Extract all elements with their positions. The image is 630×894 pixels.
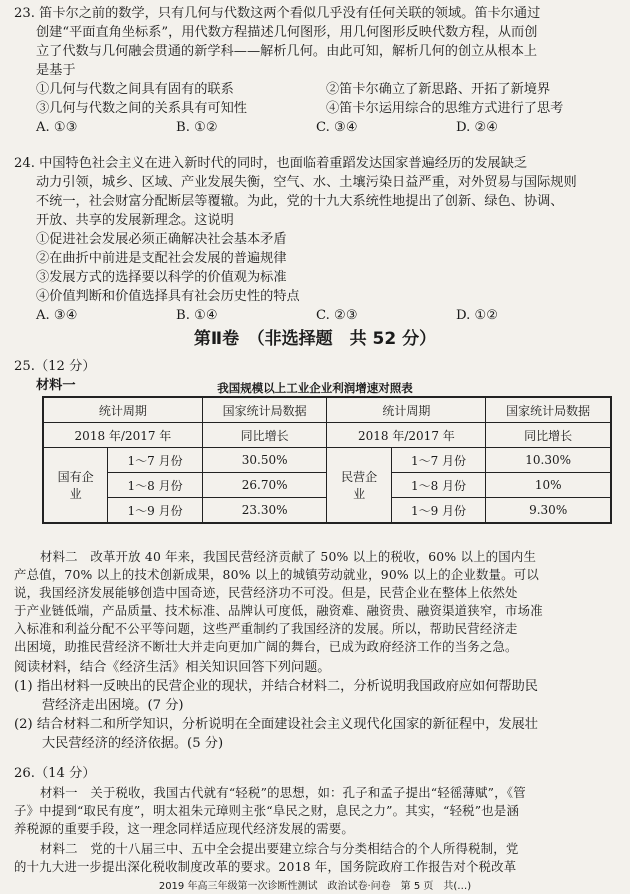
q24-option: ④价值判断和价值选择具有社会历史性的特点 [36, 289, 300, 304]
table-subheader: 2018 年/2017 年 [327, 423, 486, 448]
table-cell: 10% [486, 473, 611, 498]
q24-stem-line: 动力引领，城乡、区域、产业发展失衡，空气、水、土壤污染日益严重，对外贸易与国际规则 [36, 175, 577, 190]
q24-choice-d: D. ①② [456, 308, 499, 323]
q23-stem-line: 23. 笛卡尔之前的数学，只有几何与代数这两个看似几乎没有任何关联的领域。笛卡尔通过 [14, 6, 541, 21]
q25-header: 25.（12 分） [14, 359, 96, 374]
table-header: 国家统计局数据 [486, 397, 611, 423]
table-header: 统计周期 [43, 397, 202, 423]
q24-option: ③发展方式的选择要以科学的价值观为标准 [36, 270, 287, 285]
q25-material2 [14, 548, 620, 656]
q24-stem-line: 开放、共享的发展新理念。这说明 [36, 213, 234, 228]
page-footer: 2019 年高三年级第一次诊断性测试 政治试卷·问卷 第 5 页 共(…) [158, 881, 472, 892]
table-cell: 23.30% [202, 498, 327, 524]
q25-sub1-line: (1) 指出材料一反映出的民营企业的现状，并结合材料二，分析说明我国政府应如何帮助民 [14, 679, 538, 694]
material2-line: 入标准和利益分配不公平等问题，这些严重制约了我国经济的发展。所以，帮助民营经济走 [14, 621, 518, 636]
q23-stem-line: 创建“平面直角坐标系”，用代数方程描述几何图形，用几何图形反映代数方程，从而创 [36, 25, 538, 40]
q24-choice-a: A. ③④ [36, 308, 78, 323]
q23-choice-b: B. ①② [176, 120, 218, 135]
table-subheader: 同比增长 [202, 423, 327, 448]
material2-line: 产总值，70% 以上的技术创新成果，80% 以上的城镇劳动就业，90% 以上的企业数量。可以 [14, 567, 539, 582]
profit-growth-table [42, 396, 612, 524]
private-enterprise-label: 民营企业 [327, 448, 391, 524]
material2-line: 出困境，助推民营经济不断壮大并走向更加广阔的舞台，已成为政府经济工作的当务之急。 [14, 639, 518, 654]
q23-stem-line: 立了代数与几何融会贯通的新学科——解析几何。由此可知，解析几何的创立从根本上 [36, 44, 538, 59]
q23-option: ③几何与代数之间的关系具有可知性 [36, 101, 247, 116]
question-24 [14, 154, 620, 325]
material2-line: 于产业链低端，产品质量、技术标准、品牌认可度低，融资难、融资贵、融资渠道狭窄，市场准 [14, 603, 543, 618]
table-subheader: 同比增长 [486, 423, 611, 448]
q26-material2 [14, 840, 620, 876]
table-cell: 9.30% [486, 498, 611, 524]
q23-option: ①几何与代数之间具有固有的联系 [36, 82, 234, 97]
table-subheader: 2018 年/2017 年 [43, 423, 202, 448]
q25-sub2-line: 大民营经济的经济依据。(5 分) [42, 736, 224, 751]
section-2-title: 第Ⅱ卷 （非选择题 共 52 分） [193, 329, 437, 349]
table-cell: 1～8 月份 [391, 473, 486, 498]
q24-option: ①促进社会发展必须正确解决社会基本矛盾 [36, 232, 287, 247]
q25-instruction: 阅读材料，结合《经济生活》相关知识回答下列问题。 [14, 660, 331, 675]
q23-choice-d: D. ②④ [456, 120, 499, 135]
q26-material1 [14, 784, 620, 838]
q24-stem-line: 24. 中国特色社会主义在进入新时代的同时，也面临着重蹈发达国家普遍经历的发展缺乏 [14, 156, 528, 171]
table-cell: 30.50% [202, 448, 327, 473]
material2-line: 材料二 改革开放 40 年来，我国民营经济贡献了 50% 以上的税收，60% 以上的国内生 [40, 549, 537, 564]
q26-material2-line: 的十九大进一步提出深化税收制度改革的要求。2018 年，国务院政府工作报告对个税改革 [14, 859, 517, 874]
q23-option: ②笛卡尔确立了新思路、开拓了新境界 [326, 82, 551, 97]
q23-option: ④笛卡尔运用综合的思维方式进行了思考 [326, 101, 564, 116]
q23-choice-a: A. ①③ [36, 120, 78, 135]
table-header: 国家统计局数据 [202, 397, 327, 423]
q23-choice-c: C. ③④ [316, 120, 358, 135]
material2-line: 说，我国经济发展能够创造中国奇迹，民营经济功不可没。但是，民营企业在整体上依然处 [14, 585, 518, 600]
table-title: 我国规模以上工业企业利润增速对照表 [217, 381, 413, 395]
table-cell: 1～8 月份 [108, 473, 203, 498]
question-23 [14, 4, 620, 137]
q24-choice-b: B. ①④ [176, 308, 218, 323]
table-cell: 1～9 月份 [391, 498, 486, 524]
q25-sub1-line: 营经济走出困境。(7 分) [42, 698, 184, 713]
q25-questions [14, 658, 620, 753]
table-cell: 1～7 月份 [108, 448, 203, 473]
q25-sub2-line: (2) 结合材料二和所学知识，分析说明在全面建设社会主义现代化国家的新征程中，发展壮 [14, 717, 538, 732]
state-enterprise-label: 国有企业 [43, 448, 108, 524]
q26-material1-line: 材料一 关于税收，我国古代就有“轻税”的思想，如：孔子和孟子提出“轻徭薄赋”，《管 [40, 785, 526, 800]
q26-header: 26.（14 分） [14, 766, 96, 781]
q25-material1-label: 材料一 [36, 378, 76, 393]
q24-stem-line: 不统一，社会财富分配断层等覆辙。为此，党的十九大系统性地提出了创新、绿色、协调、 [36, 194, 564, 209]
table-cell: 1～7 月份 [391, 448, 486, 473]
q23-stem-line: 是基于 [36, 63, 76, 78]
table-header: 统计周期 [327, 397, 486, 423]
q24-option: ②在曲折中前进是支配社会发展的普遍规律 [36, 251, 287, 266]
q26-material1-line: 子》中提到“取民有度”，明太祖朱元璋则主张“阜民之财，息民之力”。其实，“轻税”也是涵 [14, 803, 520, 818]
q24-choice-c: C. ②③ [316, 308, 358, 323]
q26-material2-line: 材料二 党的十八届三中、五中全会提出要建立综合与分类相结合的个人所得税制，党 [40, 841, 519, 856]
table-cell: 26.70% [202, 473, 327, 498]
q26-material1-line: 养税源的重要手段，这一理念同样适应现代经济发展的需要。 [14, 821, 354, 836]
table-cell: 10.30% [486, 448, 611, 473]
table-cell: 1～9 月份 [108, 498, 203, 524]
